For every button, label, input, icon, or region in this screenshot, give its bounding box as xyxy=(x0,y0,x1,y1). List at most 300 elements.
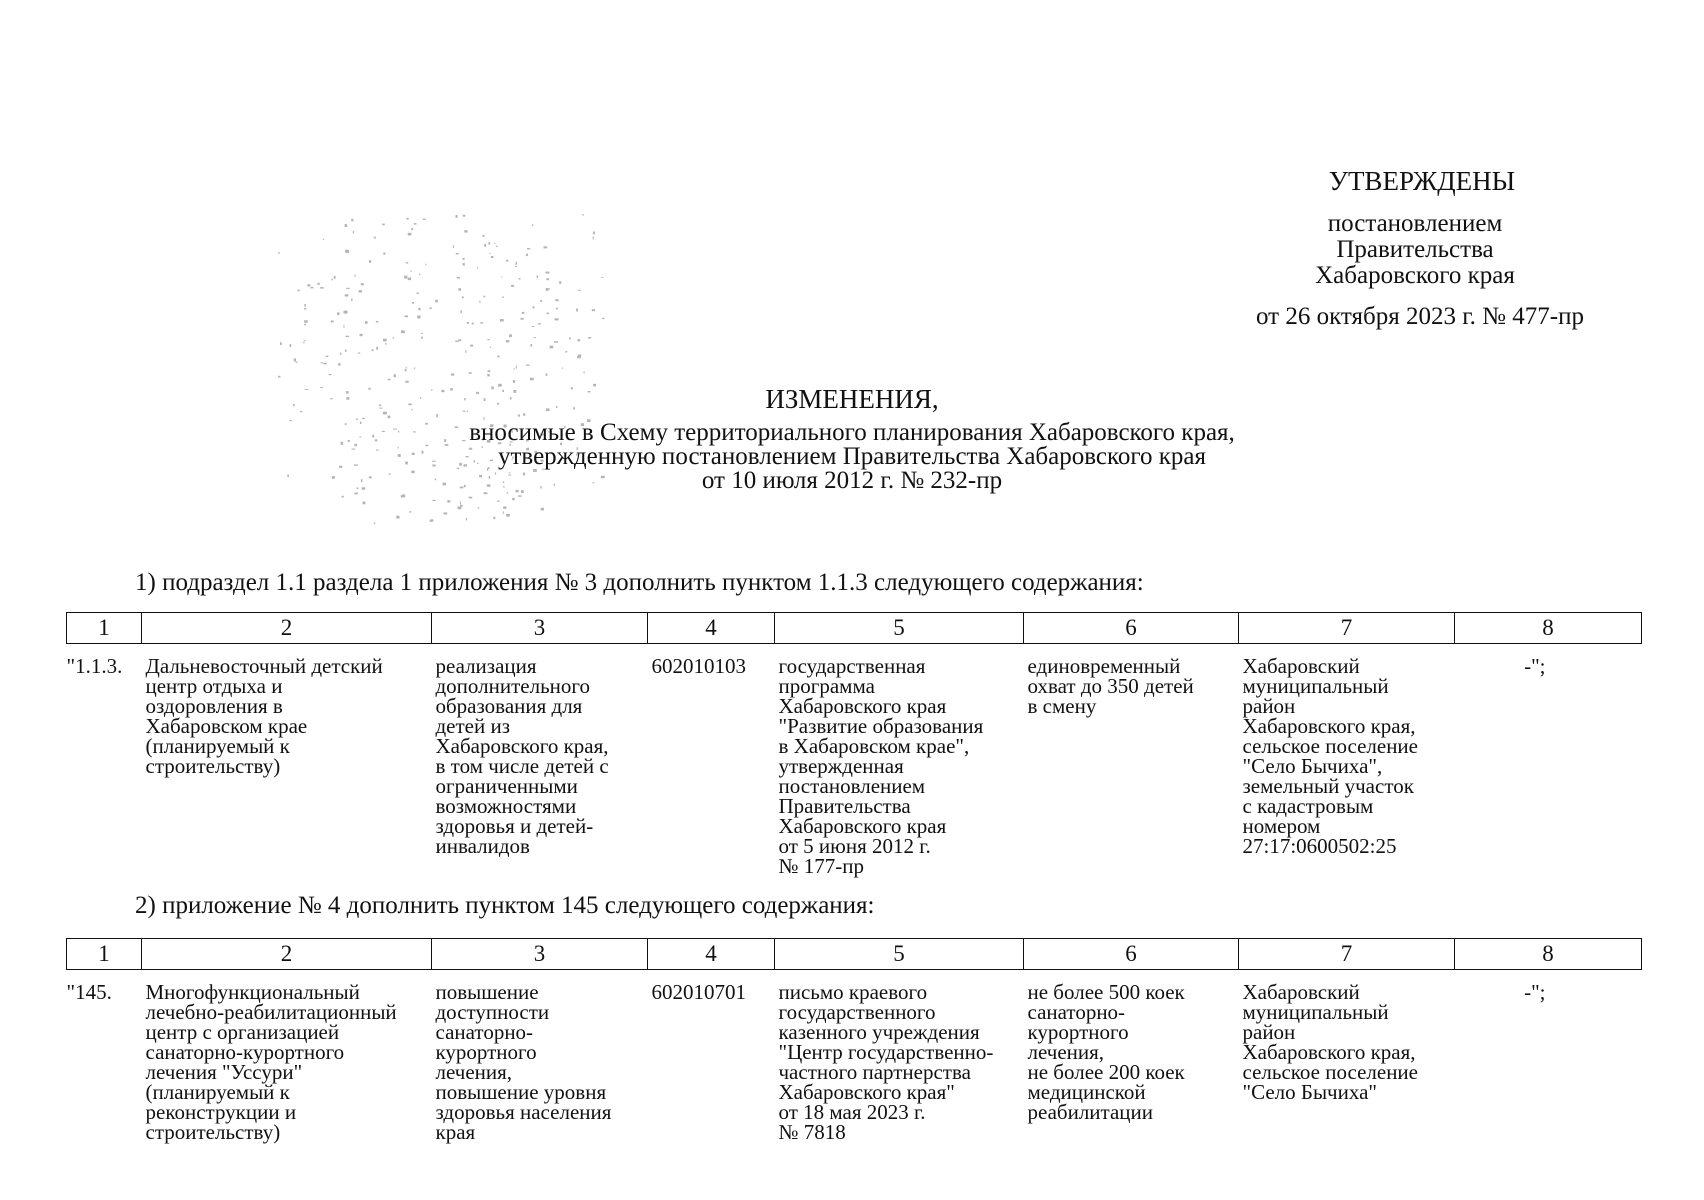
stamp-speck xyxy=(512,498,515,500)
stamp-speck xyxy=(293,404,295,406)
cell-characteristics xyxy=(1024,970,1239,1143)
stamp-speck xyxy=(444,512,448,514)
stamp-speck xyxy=(496,246,498,247)
cell-line: № 7818 xyxy=(778,1120,846,1144)
title-line: от 10 июля 2012 г. № 232-пр xyxy=(701,467,1003,494)
stamp-speck xyxy=(530,378,534,381)
cell-line: центр с организацией xyxy=(145,1020,340,1044)
stamp-speck xyxy=(578,355,581,358)
stamp-speck xyxy=(468,372,471,373)
stamp-speck xyxy=(421,333,423,334)
stamp-speck xyxy=(290,344,292,347)
stamp-speck xyxy=(361,283,364,285)
stamp-speck xyxy=(490,347,491,348)
cell-line: санаторно-курортного xyxy=(145,1040,345,1064)
stamp-speck xyxy=(460,502,461,505)
stamp-speck xyxy=(405,369,407,371)
column-header: 5 xyxy=(775,613,1024,644)
stamp-speck xyxy=(417,316,420,319)
stamp-speck xyxy=(522,312,525,314)
stamp-speck xyxy=(278,252,279,254)
stamp-speck xyxy=(412,302,414,304)
stamp-speck xyxy=(506,260,508,262)
cell-line: район xyxy=(1242,1020,1296,1044)
table-header-row xyxy=(67,939,1642,970)
cell-line: не более 200 коек xyxy=(1027,1060,1185,1084)
stamp-speck xyxy=(414,223,417,225)
stamp-speck xyxy=(338,363,340,366)
cell-number: "145. xyxy=(66,980,112,1004)
stamp-speck xyxy=(521,318,524,320)
document-title xyxy=(300,383,1404,493)
stamp-speck xyxy=(583,372,584,373)
stamp-speck xyxy=(351,298,352,301)
stamp-speck xyxy=(340,353,342,355)
stamp-speck xyxy=(337,312,339,315)
stamp-speck xyxy=(544,246,548,248)
cell-name xyxy=(142,644,432,877)
stamp-speck xyxy=(464,230,467,232)
column-header: 4 xyxy=(648,939,775,970)
cell-line: земельный участок xyxy=(1242,774,1414,798)
stamp-speck xyxy=(425,264,426,266)
cell-line: номером xyxy=(1242,814,1321,838)
cell-line: Многофункциональный xyxy=(145,980,360,1004)
stamp-speck xyxy=(463,215,466,217)
stamp-speck xyxy=(478,507,480,508)
column-header: 6 xyxy=(1024,613,1239,644)
cell-line: сельское поселение xyxy=(1242,1060,1418,1084)
stamp-speck xyxy=(318,283,320,285)
stamp-speck xyxy=(345,224,348,227)
cell-line: государственного xyxy=(778,1000,936,1024)
column-header: 7 xyxy=(1239,939,1455,970)
stamp-speck xyxy=(559,281,561,284)
cell-line: район xyxy=(1242,694,1296,718)
stamp-speck xyxy=(527,248,531,249)
cell-location xyxy=(1239,644,1455,877)
stamp-speck xyxy=(501,276,502,277)
cell-line: лечебно-реабилитационный xyxy=(145,1000,397,1024)
cell-line: Хабаровского края, xyxy=(1242,1040,1416,1064)
stamp-speck xyxy=(576,309,578,312)
stamp-speck xyxy=(455,341,459,342)
cell-line: оздоровления в xyxy=(145,694,283,718)
stamp-speck xyxy=(526,365,530,366)
cell-line: "Развитие образования xyxy=(778,714,984,738)
stamp-speck xyxy=(374,522,375,524)
stamp-speck xyxy=(376,321,379,323)
stamp-speck xyxy=(462,297,464,299)
cell-line: в Хабаровском крае", xyxy=(778,734,970,758)
cell-line: (планируемый к xyxy=(145,1080,290,1104)
table-row xyxy=(67,970,1642,1143)
stamp-speck xyxy=(304,304,306,307)
cell-line: "Центр государственно- xyxy=(778,1040,994,1064)
stamp-speck xyxy=(532,326,535,327)
cell-code: 602010103 xyxy=(651,654,746,678)
stamp-speck xyxy=(577,339,580,341)
stamp-speck xyxy=(435,300,438,303)
stamp-speck xyxy=(540,300,542,302)
item2-text: 2) приложение № 4 дополнить пунктом 145 следующего содержания: xyxy=(135,892,875,919)
stamp-speck xyxy=(500,319,504,322)
stamp-speck xyxy=(363,502,366,505)
cell-location xyxy=(1239,970,1455,1143)
column-header: 1 xyxy=(67,939,142,970)
stamp-speck xyxy=(530,344,532,347)
cell-number: "1.1.3. xyxy=(66,654,123,678)
stamp-speck xyxy=(556,308,558,310)
stamp-speck xyxy=(538,323,541,324)
stamp-speck xyxy=(497,356,500,358)
stamp-speck xyxy=(562,368,563,369)
stamp-speck xyxy=(407,218,409,220)
stamp-speck xyxy=(547,313,549,315)
title-line: утвержденную постановлением Правительства Хабаровского края xyxy=(497,443,1207,470)
cell-line: единовременный xyxy=(1027,654,1181,678)
stamp-speck xyxy=(461,310,463,313)
stamp-speck xyxy=(303,342,305,343)
cell-line: (планируемый к xyxy=(145,734,290,758)
cell-line: от 18 мая 2023 г. xyxy=(778,1100,926,1124)
stamp-speck xyxy=(488,370,491,372)
item1-text: 1) подраздел 1.1 раздела 1 приложения № 3 дополнить пунктом 1.1.3 следующего содержания: xyxy=(135,569,1144,596)
stamp-speck xyxy=(382,224,385,226)
cell-line: санаторно- xyxy=(435,1020,534,1044)
cell-line: реконструкции и xyxy=(145,1100,297,1124)
cell-line: Хабаровского края, xyxy=(435,734,609,758)
stamp-speck xyxy=(451,374,453,375)
stamp-speck xyxy=(345,294,349,296)
stamp-speck xyxy=(546,374,548,376)
stamp-speck xyxy=(493,517,495,520)
cell-line: центр отдыха и xyxy=(145,674,283,698)
cell-line: муниципальный xyxy=(1242,1000,1389,1024)
cell-line: повышение xyxy=(435,980,539,1004)
stamp-speck xyxy=(409,511,411,512)
stamp-speck xyxy=(467,322,469,324)
cell-line: края xyxy=(435,1120,476,1144)
table-header-row xyxy=(67,613,1642,644)
approved-heading: УТВЕРЖДЕНЫ xyxy=(1328,166,1516,196)
stamp-speck xyxy=(405,316,409,318)
cell-line: лечения "Уссури" xyxy=(145,1060,303,1084)
stamp-speck xyxy=(578,290,581,291)
cell-line: сельское поселение xyxy=(1242,734,1418,758)
stamp-speck xyxy=(516,366,517,369)
cell-characteristics xyxy=(1024,644,1239,877)
table-row xyxy=(67,644,1642,877)
cell-line: муниципальный xyxy=(1242,674,1389,698)
stamp-speck xyxy=(419,274,420,275)
stamp-speck xyxy=(331,279,332,281)
stamp-speck xyxy=(556,299,559,301)
cell-line: Хабаровского края xyxy=(778,814,947,838)
stamp-speck xyxy=(334,276,336,279)
stamp-speck xyxy=(546,278,549,280)
stamp-speck xyxy=(479,301,480,304)
stamp-speck xyxy=(487,374,490,376)
cell-line: № 177-пр xyxy=(778,854,865,878)
cell-line: Хабаровского края" xyxy=(778,1080,955,1104)
stamp-speck xyxy=(477,267,478,269)
cell-line: детей из xyxy=(435,714,511,738)
cell-zone: -"; xyxy=(1524,980,1546,1004)
stamp-speck xyxy=(304,320,308,322)
stamp-speck xyxy=(546,272,550,274)
stamp-speck xyxy=(532,224,534,226)
cell-line: повышение уровня xyxy=(435,1080,607,1104)
stamp-speck xyxy=(414,367,415,369)
cell-line: "Село Бычиха", xyxy=(1242,754,1383,778)
stamp-speck xyxy=(518,495,522,496)
stamp-speck xyxy=(294,359,296,362)
stamp-speck xyxy=(344,311,348,314)
cell-line: утвержденная xyxy=(778,754,904,778)
stamp-speck xyxy=(516,262,517,265)
stamp-speck xyxy=(388,379,391,381)
stamp-speck xyxy=(311,287,314,289)
stamp-speck xyxy=(385,343,386,345)
stamp-speck xyxy=(374,237,376,239)
stamp-speck xyxy=(491,256,494,258)
stamp-speck xyxy=(410,270,411,272)
stamp-speck xyxy=(396,516,399,519)
stamp-speck xyxy=(503,506,506,509)
stamp-speck xyxy=(488,242,490,244)
cell-line: постановлением xyxy=(778,774,926,798)
cell-line: реализация xyxy=(435,654,537,678)
column-header: 2 xyxy=(142,939,432,970)
stamp-speck xyxy=(430,520,433,522)
cell-line: Хабаровского края xyxy=(778,694,947,718)
stamp-speck xyxy=(320,287,323,289)
cell-line: не более 500 коек xyxy=(1027,980,1185,1004)
stamp-speck xyxy=(554,341,558,343)
stamp-speck xyxy=(345,350,347,352)
approval-line: Правительства xyxy=(1336,236,1494,263)
title-heading: ИЗМЕНЕНИЯ, xyxy=(765,384,939,414)
stamp-speck xyxy=(355,275,356,277)
stamp-speck xyxy=(503,511,504,514)
stamp-speck xyxy=(457,277,460,279)
cell-line: Правительства xyxy=(778,794,911,818)
cell-line: письмо краевого xyxy=(778,980,928,1004)
stamp-speck xyxy=(429,308,431,310)
stamp-speck xyxy=(533,306,535,308)
stamp-speck xyxy=(383,253,385,255)
stamp-speck xyxy=(506,340,509,342)
cell-line: Хабаровский xyxy=(1242,980,1360,1004)
stamp-speck xyxy=(460,505,463,507)
approval-date: от 26 октября 2023 г. № 477-пр xyxy=(1256,303,1584,330)
cell-line: возможностями xyxy=(435,794,577,818)
stamp-speck xyxy=(588,337,591,339)
stamp-speck xyxy=(323,363,327,364)
cell-line: охват до 350 детей xyxy=(1027,674,1194,698)
stamp-speck xyxy=(447,500,450,502)
stamp-speck xyxy=(541,508,544,511)
cell-zone: -"; xyxy=(1524,654,1546,678)
stamp-speck xyxy=(494,243,495,244)
cell-line: санаторно- xyxy=(1027,1000,1126,1024)
column-header: 3 xyxy=(432,939,648,970)
stamp-speck xyxy=(298,290,300,292)
cell-basis xyxy=(775,644,1024,877)
cell-line: частного партнерства xyxy=(778,1060,971,1084)
cell-line: строительству) xyxy=(145,754,281,778)
column-header: 3 xyxy=(432,613,648,644)
stamp-speck xyxy=(402,494,405,497)
stamp-speck xyxy=(278,376,280,378)
stamp-speck xyxy=(307,284,310,286)
cell-line: в смену xyxy=(1027,694,1097,718)
stamp-speck xyxy=(506,514,510,517)
stamp-speck xyxy=(289,420,291,421)
stamp-speck xyxy=(365,321,368,324)
stamp-speck xyxy=(526,254,528,256)
stamp-speck xyxy=(372,349,374,351)
cell-line: Хабаровском крае xyxy=(145,714,308,738)
stamp-speck xyxy=(394,374,396,377)
stamp-speck xyxy=(514,368,515,369)
cell-line: здоровья населения xyxy=(435,1100,612,1124)
stamp-speck xyxy=(489,253,490,254)
stamp-speck xyxy=(555,318,559,320)
stamp-speck xyxy=(458,288,461,291)
cell-line: ограниченными xyxy=(435,774,578,798)
stamp-speck xyxy=(582,214,584,215)
stamp-speck xyxy=(421,337,423,339)
stamp-speck xyxy=(346,336,350,337)
stamp-speck xyxy=(515,266,517,267)
cell-basis xyxy=(775,970,1024,1143)
stamp-speck xyxy=(417,293,420,294)
cell-line: инвалидов xyxy=(435,834,530,858)
cell-line: казенного учреждения xyxy=(778,1020,980,1044)
stamp-speck xyxy=(483,235,485,237)
cell-line: доступности xyxy=(435,1000,550,1024)
stamp-speck xyxy=(418,308,420,310)
stamp-speck xyxy=(393,337,394,338)
stamp-speck xyxy=(484,244,486,247)
stamp-speck xyxy=(343,325,344,328)
stamp-speck xyxy=(546,288,549,291)
approval-line: постановлением xyxy=(1327,210,1503,237)
stamp-speck xyxy=(472,323,474,325)
stamp-speck xyxy=(497,501,500,502)
stamp-speck xyxy=(480,322,483,323)
stamp-speck xyxy=(408,233,412,236)
stamp-speck xyxy=(304,308,306,310)
stamp-speck xyxy=(369,260,371,263)
column-header: 8 xyxy=(1455,613,1642,644)
stamp-speck xyxy=(406,262,409,263)
cell-line: курортного xyxy=(1027,1020,1129,1044)
cell-line: с кадастровым xyxy=(1242,794,1374,818)
cell-line: программа xyxy=(778,674,875,698)
stamp-speck xyxy=(456,215,458,218)
stamp-speck xyxy=(432,500,435,501)
cell-purpose xyxy=(432,644,648,877)
stamp-speck xyxy=(342,496,344,498)
stamp-speck xyxy=(329,374,332,375)
cell-line: курортного xyxy=(435,1040,537,1064)
stamp-speck xyxy=(550,346,554,349)
cell-line: Дальневосточный детский xyxy=(145,654,383,678)
stamp-speck xyxy=(537,275,539,278)
stamp-speck xyxy=(519,278,521,279)
stamp-speck xyxy=(383,339,387,342)
stamp-speck xyxy=(411,228,413,230)
cell-line: Хабаровского края, xyxy=(1242,714,1416,738)
stamp-speck xyxy=(423,219,426,220)
stamp-speck xyxy=(593,232,595,235)
cell-line: лечения, xyxy=(1027,1040,1105,1064)
approval-line: Хабаровского края xyxy=(1315,262,1515,289)
stamp-speck xyxy=(408,278,411,281)
stamp-speck xyxy=(353,231,354,233)
stamp-speck xyxy=(351,219,353,221)
cell-line: государственная xyxy=(778,654,926,678)
stamp-speck xyxy=(345,250,349,253)
stamp-speck xyxy=(592,309,595,311)
stamp-speck xyxy=(463,258,465,260)
stamp-speck xyxy=(304,340,306,341)
column-header: 8 xyxy=(1455,939,1642,970)
cell-line: строительству) xyxy=(145,1120,281,1144)
column-header: 2 xyxy=(142,613,432,644)
stamp-speck xyxy=(360,334,363,336)
stamp-speck xyxy=(593,237,594,240)
stamp-speck xyxy=(358,353,360,354)
stamp-speck xyxy=(487,339,489,340)
cell-line: от 5 июня 2012 г. xyxy=(778,834,931,858)
stamp-speck xyxy=(326,356,329,357)
stamp-speck xyxy=(602,277,604,278)
cell-line: дополнительного xyxy=(435,674,590,698)
cell-line: образования для xyxy=(435,694,583,718)
stamp-speck xyxy=(511,285,514,287)
title-line: вносимые в Схему территориального планирования Хабаровского края, xyxy=(469,419,1235,446)
stamp-speck xyxy=(376,347,378,350)
column-header: 6 xyxy=(1024,939,1239,970)
stamp-speck xyxy=(453,245,454,248)
cell-line: здоровья и детей- xyxy=(435,814,594,838)
stamp-speck xyxy=(346,288,349,289)
stamp-speck xyxy=(534,337,536,338)
stamp-speck xyxy=(296,362,298,363)
cell-line: 27:17:0600502:25 xyxy=(1242,834,1397,858)
stamp-speck xyxy=(404,276,407,279)
stamp-speck xyxy=(470,345,473,347)
cell-line: лечения, xyxy=(435,1060,513,1084)
stamp-speck xyxy=(565,351,567,352)
stamp-speck xyxy=(458,507,462,510)
cell-line: в том числе детей с xyxy=(435,754,609,778)
stamp-speck xyxy=(401,331,405,334)
stamp-speck xyxy=(465,350,466,353)
stamp-speck xyxy=(280,342,282,345)
stamp-speck xyxy=(304,324,306,325)
approval-block xyxy=(1200,165,1630,331)
column-header: 5 xyxy=(775,939,1024,970)
column-header: 1 xyxy=(67,613,142,644)
stamp-speck xyxy=(466,518,467,521)
stamp-speck xyxy=(287,475,289,477)
column-header: 7 xyxy=(1239,613,1455,644)
